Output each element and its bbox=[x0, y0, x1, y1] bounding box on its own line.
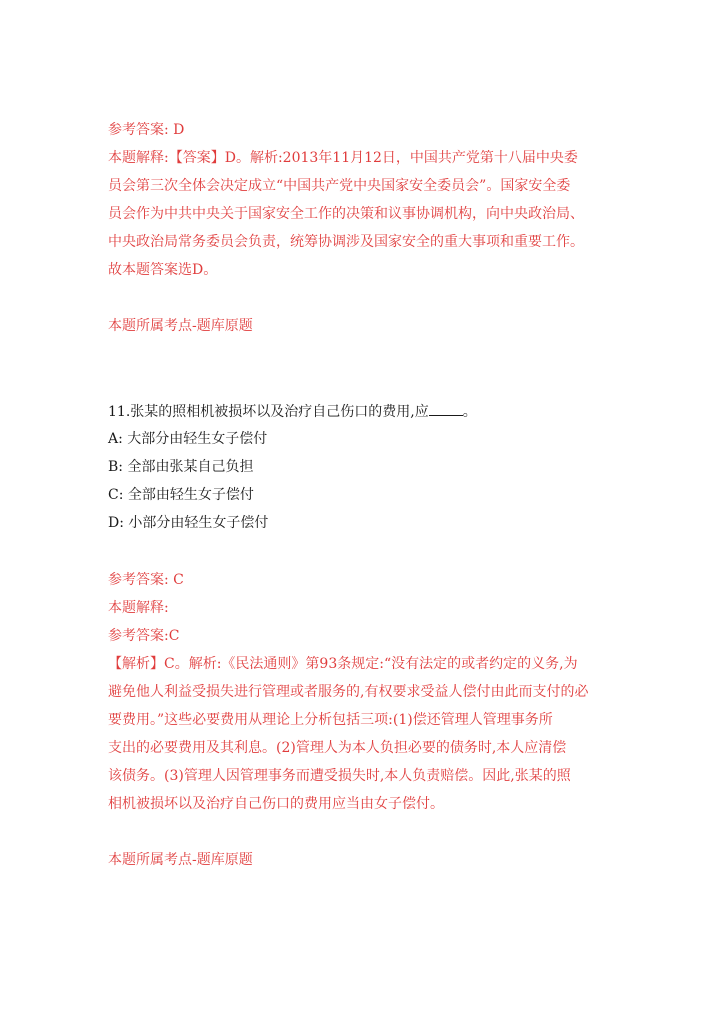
q11-option-a: A: 大部分由轻生女子偿付 bbox=[108, 431, 268, 447]
q11-explanation-line-2: 避免他人利益受损失进行管理或者服务的,有权要求受益人偿付由此而支付的必 bbox=[108, 684, 589, 700]
q11-answer-2: 参考答案:C bbox=[108, 628, 180, 644]
q10-explanation-line-5: 故本题答案选D。 bbox=[108, 262, 218, 278]
q11-explanation-line-1: 【解析】C。解析:《民法通则》第93条规定:“没有法定的或者约定的义务,为 bbox=[108, 656, 578, 672]
q10-explanation-line-2: 员会第三次全体会决定成立“中国共产党中央国家安全委员会”。国家安全委 bbox=[108, 178, 571, 194]
q11-question-text: 11.张某的照相机被损坏以及治疗自己伤口的费用,应 bbox=[108, 404, 429, 420]
q11-explanation-line-6: 相机被损坏以及治疗自己伤口的费用应当由女子偿付。 bbox=[108, 796, 444, 812]
q11-explanation-line-5: 该债务。(3)管理人因管理事务而遭受损失时,本人负责赔偿。因此,张某的照 bbox=[108, 768, 571, 784]
answer-blank bbox=[429, 401, 463, 416]
q11-explanation-line-3: 要费用。”这些必要费用从理论上分析包括三项:(1)偿还管理人管理事务所 bbox=[108, 712, 553, 728]
document-page bbox=[108, 0, 618, 1018]
q10-explanation-line-3: 员会作为中共中央关于国家安全工作的决策和议事协调机构，向中央政治局、 bbox=[108, 206, 584, 222]
q11-option-b: B: 全部由张某自己负担 bbox=[108, 459, 254, 475]
q11-option-d: D: 小部分由轻生女子偿付 bbox=[108, 515, 269, 531]
q11-question-end: 。 bbox=[462, 404, 477, 420]
q11-answer: 参考答案: C bbox=[108, 572, 184, 588]
q11-category: 本题所属考点-题库原题 bbox=[108, 852, 253, 868]
q10-explanation-line-4: 中央政治局常务委员会负责，统筹协调涉及国家安全的重大事项和重要工作。 bbox=[108, 234, 584, 250]
q10-category: 本题所属考点-题库原题 bbox=[108, 318, 253, 334]
q11-option-c: C: 全部由轻生女子偿付 bbox=[108, 487, 254, 503]
q10-answer: 参考答案: D bbox=[108, 122, 185, 138]
q11-explanation-line-4: 支出的必要费用及其利息。(2)管理人为本人负担必要的债务时,本人应清偿 bbox=[108, 740, 567, 756]
q11-question bbox=[108, 401, 477, 421]
q11-explanation-label: 本题解释: bbox=[108, 600, 169, 616]
q10-explanation-line-1: 本题解释:【答案】D。解析:2013年11月12日，中国共产党第十八届中央委 bbox=[108, 150, 578, 166]
